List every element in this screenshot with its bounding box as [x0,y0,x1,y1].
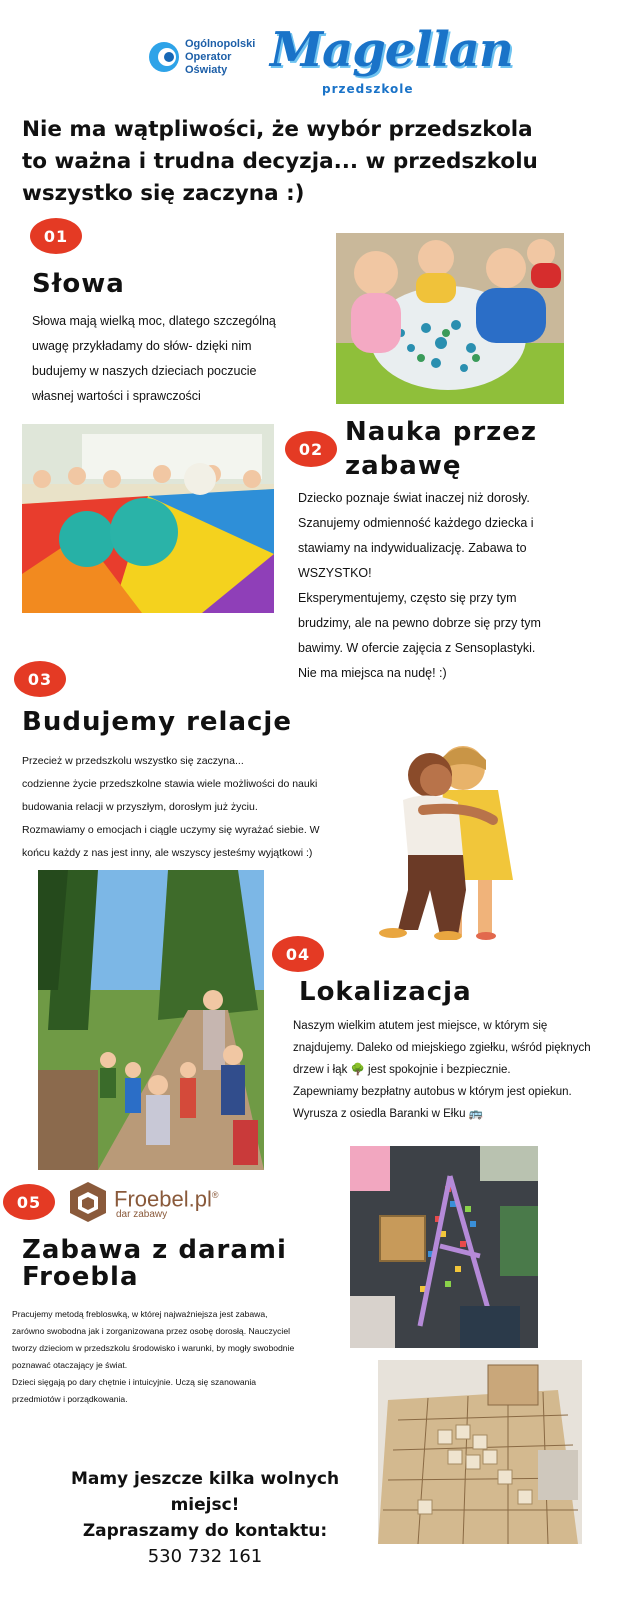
headline-line3: wszystko się zaczyna :) [22,181,305,206]
section-4-line: Wyrusza z osiedla Baranki w Ełku 🚌 [293,1108,483,1120]
section-4-line: drzew i łąk 🌳 jest spokojnie i bezpiecznie. [293,1064,511,1076]
section-2-title-line: zabawę [345,451,462,481]
operator-line2: Operator [185,51,232,63]
section-5-title-line: Zabawa z darami [22,1235,287,1265]
section-2-number: 02 [285,431,337,467]
section-4-title: Lokalizacja [299,977,472,1007]
section-2-line: WSZYSTKO! [298,566,372,580]
headline [22,114,538,210]
section-4-line: Naszym wielkim atutem jest miejsce, w którym się [293,1020,548,1032]
section-2-line: Dziecko poznaje świat inaczej niż dorosły. [298,491,530,505]
section-1-line: własnej wartości i sprawczości [32,389,201,403]
section-3-number: 03 [14,661,66,697]
operator-logo [147,38,267,78]
headline-line2: to ważna i trudna decyzja... w przedszkolu [22,149,538,174]
section-4-line: znajdujemy. Daleko od miejskiego zgiełku, wśród pięknych [293,1042,591,1054]
operator-line1: Ogólnopolski [185,38,256,50]
section-5-line: tworzy dzieciom w przedszkolu środowisko i warunki, by mogły swobodnie [12,1343,295,1353]
section-4-line: Zapewniamy bezpłatny autobus w którym jest opiekun. [293,1086,572,1098]
section-1-line: uwagę przykładamy do słów- dzięki nim [32,339,252,353]
brand-name: Magellan [270,22,513,78]
contact-line1: Mamy jeszcze kilka wolnych miejsc! [70,1469,340,1515]
section-5-line: przedmiotów i porządkowania. [12,1394,128,1404]
photo-parachute-play [22,424,274,613]
magellan-logo [270,22,513,102]
section-1-title: Słowa [32,269,125,299]
hug-illustration [368,740,528,940]
section-5-line: zarówno swobodna jak i zorganizowana przez osobę dorosłą. Nauczyciel [12,1326,291,1336]
section-2-line: Szanujemy odmienność każdego dziecka i [298,516,534,530]
section-2-text [298,486,541,686]
section-3-title: Budujemy relacje [22,707,292,737]
section-4-number: 04 [272,936,324,972]
section-3-line: końcu każdy z nas jest inny, ale wszyscy jesteśmy wyjątkowi :) [22,847,313,859]
section-1-number: 01 [30,218,82,254]
section-2-line: Eksperymentujemy, często się przy tym [298,591,517,605]
froebel-logo-reg: ® [211,1190,219,1200]
froebel-logo-sub: dar zabawy [116,1209,168,1220]
section-5-text [12,1306,294,1408]
photo-mosaic-floor [350,1146,538,1348]
photo-children-table [336,233,564,404]
section-3-line: Rozmawiamy o emocjach i ciągle uczymy się wyrażać siebie. W [22,824,320,836]
contact-line2: Zapraszamy do kontaktu: [82,1521,328,1541]
contact-phone[interactable]: 530 732 161 [147,1546,263,1567]
section-1-line: budujemy w naszych dzieciach poczucie [32,364,257,378]
section-3-text [22,750,320,865]
section-1-line: Słowa mają wielką moc, dlatego szczególną [32,314,276,328]
section-3-line: budowania relacji w przyszłym, dorosłym już życiu. [22,801,258,813]
section-5-title [22,1237,287,1291]
section-4-text [293,1015,591,1125]
section-5-line: Dzieci sięgają po dary chętnie i intuicyjnie. Uczą się szanowania [12,1377,257,1387]
section-1-text [32,309,276,409]
headline-line1: Nie ma wątpliwości, że wybór przedszkola [22,117,533,142]
section-5-number: 05 [3,1184,55,1220]
operator-line3: Oświaty [185,64,228,76]
section-2-line: bawimy. W ofercie zajęcia z Sensoplastyki. [298,641,536,655]
section-2-title [345,415,537,483]
section-5-line: poznawać otaczający je świat. [12,1360,128,1370]
section-3-line: Przecież w przedszkolu wszystko się zaczyna... [22,755,244,767]
section-5-title-line: Froebla [22,1262,139,1292]
section-5-line: Pracujemy metodą frebloswką, w której najważniejsza jest zabawa, [12,1309,268,1319]
froebel-logo [68,1180,238,1226]
froebel-logo-icon [68,1180,108,1224]
photo-walk-outside [38,870,264,1170]
operator-logo-icon [147,40,181,74]
section-2-line: Nie ma miejsca na nudę! :) [298,666,447,680]
froebel-logo-text: Froebel.pl [114,1186,212,1212]
section-2-title-line: Nauka przez [345,417,538,447]
contact-block [40,1466,370,1570]
photo-wooden-blocks [378,1360,582,1544]
brand-subtitle: przedszkole [322,82,414,96]
section-3-line: codzienne życie przedszkolne stawia wiele możliwości do nauki [22,778,318,790]
section-2-line: stawiamy na indywidualizację. Zabawa to [298,541,527,555]
section-2-line: brudzimy, ale na pewno dobrze się przy tym [298,616,541,630]
